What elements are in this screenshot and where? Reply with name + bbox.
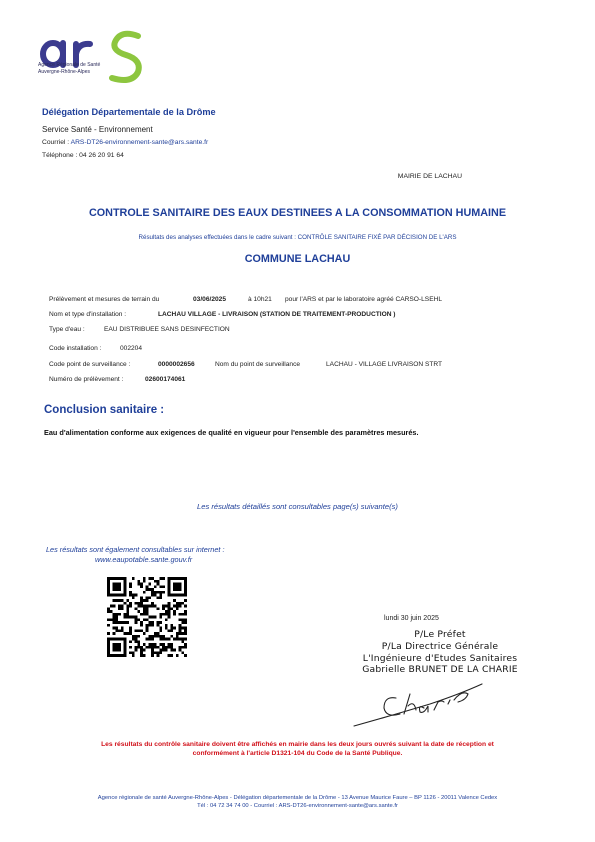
installation-value: LACHAU VILLAGE - LIVRAISON (STATION DE TRAITEMENT-PRODUCTION ): [158, 311, 396, 318]
signature-line-1: P/Le Préfet: [414, 629, 466, 640]
type-value: EAU DISTRIBUEE SANS DESINFECTION: [104, 326, 230, 333]
display-warning: [40, 740, 555, 758]
email-link[interactable]: ARS-DT26-environnement-sante@ars.sante.fr: [70, 139, 209, 146]
internet-url[interactable]: www.eaupotable.sante.gouv.fr: [95, 555, 193, 564]
conclusion-heading: Conclusion sanitaire :: [44, 404, 165, 416]
footer-contact: Tél : 04 72 34 74 00 - Courriel : ARS-DT26-environnement-sante@ars.sante.fr: [197, 803, 398, 809]
installation-label: Nom et type d'installation :: [49, 311, 127, 318]
commune-name: COMMUNE LACHAU: [244, 253, 351, 265]
laboratory: pour l'ARS et par le laboratoire agréé CARSO-LSEHL: [285, 296, 443, 303]
prelevement-label: Prélèvement et mesures de terrain du: [49, 296, 160, 303]
contact-phone: Téléphone : 04 26 20 91 64: [42, 152, 124, 159]
warning-line-1: Les résultats du contrôle sanitaire doivent être affichés en mairie dans les deux jours ouvrés suivant la date de réception et: [101, 741, 494, 748]
prelevement-time: à 10h21: [248, 296, 272, 303]
type-label: Type d'eau :: [49, 326, 85, 333]
internet-note: Les résultats sont également consultables sur internet :: [46, 545, 225, 554]
document-title: CONTROLE SANITAIRE DES EAUX DESTINEES A LA CONSOMMATION HUMAINE: [88, 207, 507, 219]
warning-line-2: conformément à l'article D1321-104 du Code de la Santé Publique.: [192, 750, 403, 757]
logo-tagline-1: Agence Régionale de Santé: [38, 62, 101, 68]
document-subtitle: Résultats des analyses effectuées dans le cadre suivant : CONTRÔLE SANITAIRE FIXÉ PAR DÉCISION DE L'ARS: [138, 234, 457, 241]
code-installation-label: Code installation :: [49, 345, 102, 352]
nom-point-label: Nom du point de surveillance: [215, 361, 301, 368]
delegation-title: Délégation Départementale de la Drôme: [42, 107, 216, 117]
signature-date: lundi 30 juin 2025: [384, 615, 439, 622]
code-installation-value: 002204: [120, 345, 143, 352]
signature-line-2: P/La Directrice Générale: [381, 641, 499, 652]
ars-logo: [38, 28, 158, 86]
email-label: Courriel :: [42, 139, 71, 146]
nom-point-value: LACHAU - VILLAGE LIVRAISON STRT: [326, 361, 443, 368]
qr-code[interactable]: [107, 577, 187, 657]
prelevement-date: 03/06/2025: [193, 296, 227, 303]
numero-label: Numéro de prélèvement :: [49, 376, 124, 383]
code-point-label: Code point de surveillance :: [49, 361, 131, 368]
detail-note: Les résultats détaillés sont consultables page(s) suivante(s): [197, 502, 398, 511]
service-name: Service Santé - Environnement: [42, 125, 153, 134]
handwritten-signature: [350, 668, 490, 732]
numero-value: 02600174061: [145, 376, 186, 383]
signature-line-4: Gabrielle BRUNET DE LA CHARIE: [362, 664, 518, 675]
footer-address: Agence régionale de santé Auvergne-Rhône-Alpes - Délégation départementale de la Drôme - 13 Avenue Maurice Faure – BP 1126 - 20011 Valence Cedex: [97, 795, 498, 801]
contact-email-line: [42, 139, 208, 146]
recipient: MAIRIE DE LACHAU: [397, 173, 462, 180]
code-point-value: 0000002656: [158, 361, 195, 368]
signature-line-3: L'Ingénieure d'Etudes Sanitaires: [362, 653, 518, 664]
conclusion-text: Eau d'alimentation conforme aux exigences de qualité en vigueur pour l'ensemble des paramètres mesurés.: [44, 428, 419, 437]
logo-tagline-2: Auvergne-Rhône-Alpes: [38, 69, 90, 75]
